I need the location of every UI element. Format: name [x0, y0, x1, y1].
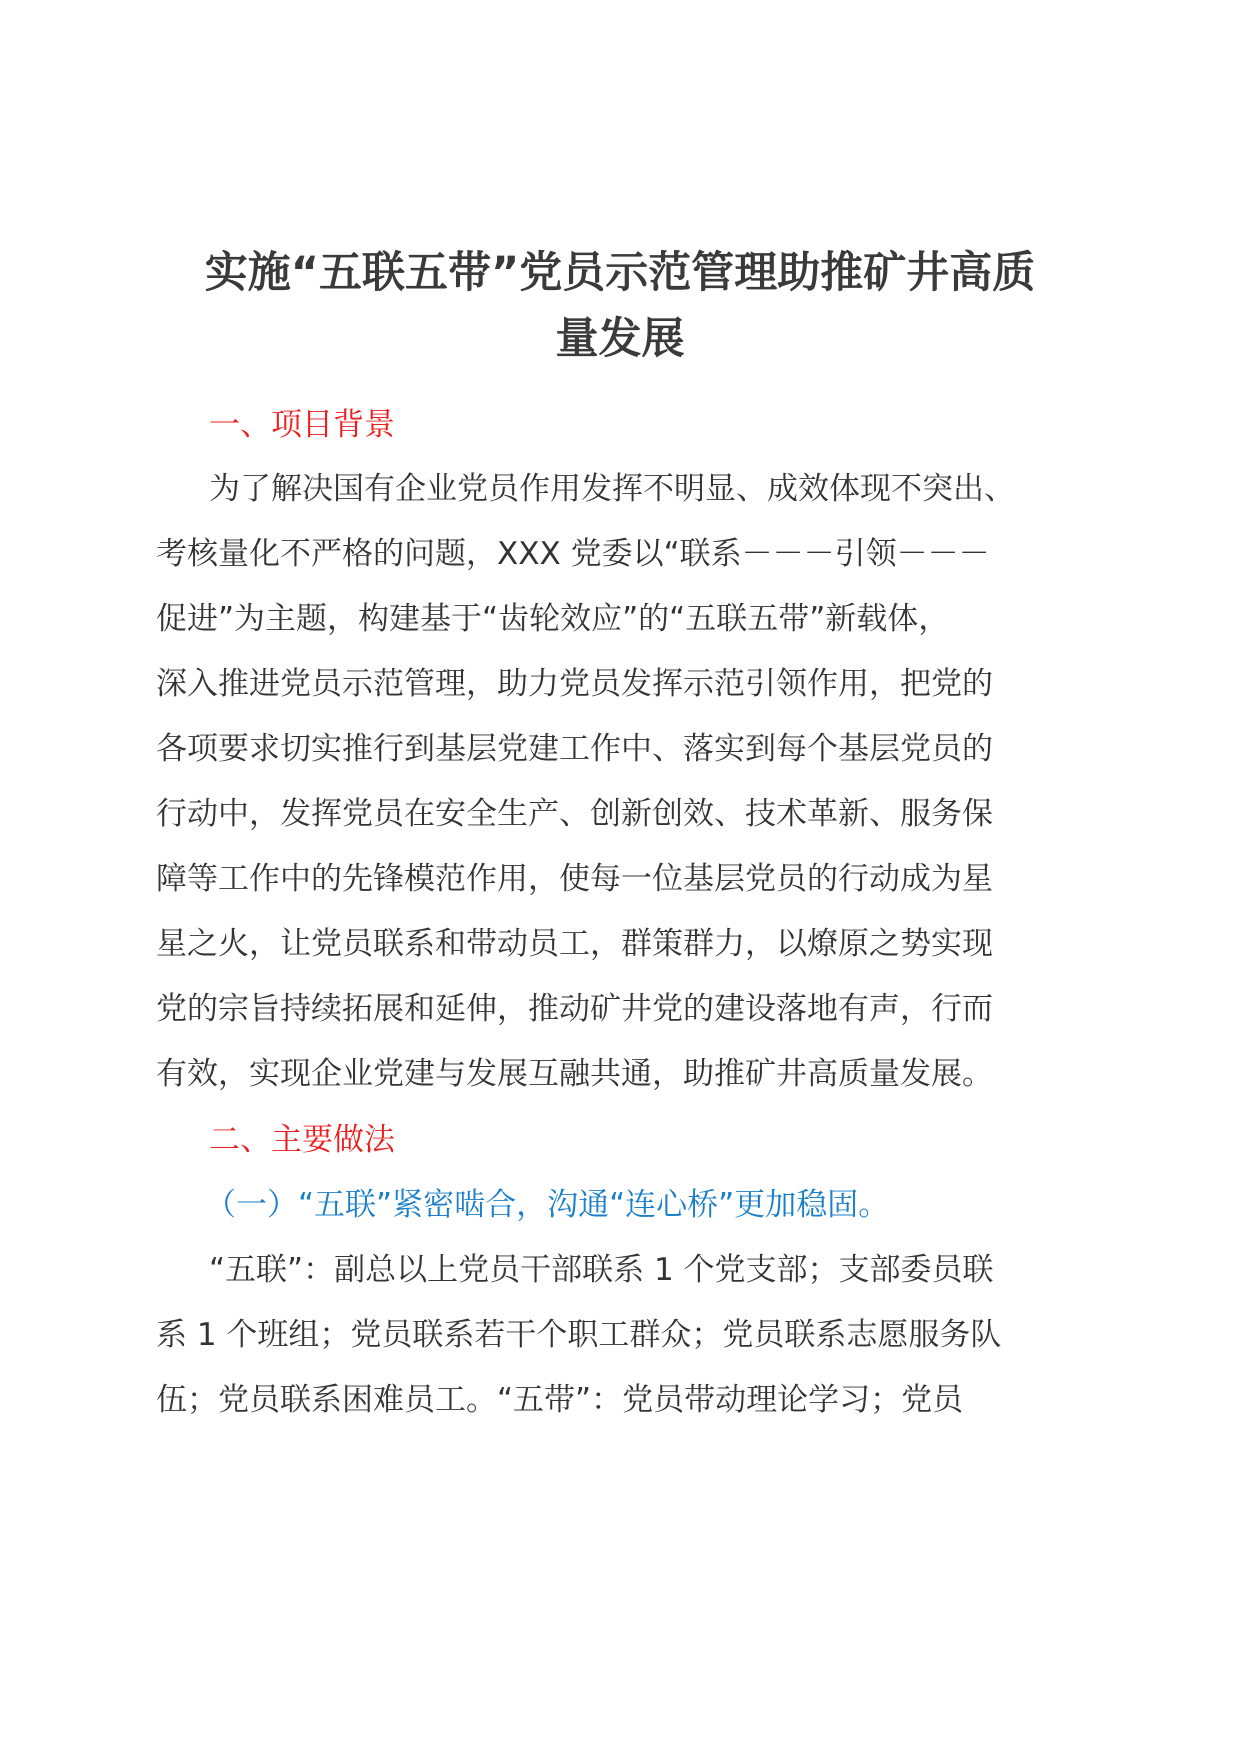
- subsection-heading-five-links: （一）“五联”紧密啮合，沟通“连心桥”更加稳固。: [205, 1187, 890, 1223]
- title-line-2: 量发展: [555, 314, 685, 364]
- paragraph-line: 星之火，让党员联系和带动员工，群策群力，以燎原之势实现: [156, 926, 993, 962]
- paragraph-line: 各项要求切实推行到基层党建工作中、落实到每个基层党员的: [156, 731, 993, 767]
- section-heading-background: 一、项目背景: [209, 407, 395, 443]
- paragraph-line: 伍；党员联系困难员工。“五带”：党员带动理论学习；党员: [156, 1382, 964, 1418]
- paragraph-line: 深入推进党员示范管理，助力党员发挥示范引领作用，把党的: [156, 666, 993, 702]
- paragraph-line: 行动中，发挥党员在安全生产、创新创效、技术革新、服务保: [156, 796, 993, 832]
- paragraph-line: 有效，实现企业党建与发展互融共通，助推矿井高质量发展。: [156, 1056, 993, 1092]
- section-heading-main-practices: 二、主要做法: [209, 1122, 395, 1158]
- paragraph-line: 党的宗旨持续拓展和延伸，推动矿井党的建设落地有声，行而: [156, 991, 993, 1027]
- paragraph-line: 促进”为主题，构建基于“齿轮效应”的“五联五带”新载体，: [156, 601, 950, 637]
- title-line-1: 实施“五联五带”党员示范管理助推矿井高质: [204, 248, 1036, 298]
- document-title: [150, 240, 1090, 372]
- paragraph-line: 障等工作中的先锋模范作用，使每一位基层党员的行动成为星: [156, 861, 993, 897]
- paragraph-line: 考核量化不严格的问题，XXX 党委以“联系－－－引领－－－: [156, 536, 990, 572]
- paragraph-line: 系 1 个班组；党员联系若干个职工群众；党员联系志愿服务队: [156, 1317, 1002, 1353]
- paragraph-line: 为了解决国有企业党员作用发挥不明显、成效体现不突出、: [209, 471, 1015, 507]
- paragraph-line: “五联”：副总以上党员干部联系 1 个党支部；支部委员联: [209, 1252, 994, 1288]
